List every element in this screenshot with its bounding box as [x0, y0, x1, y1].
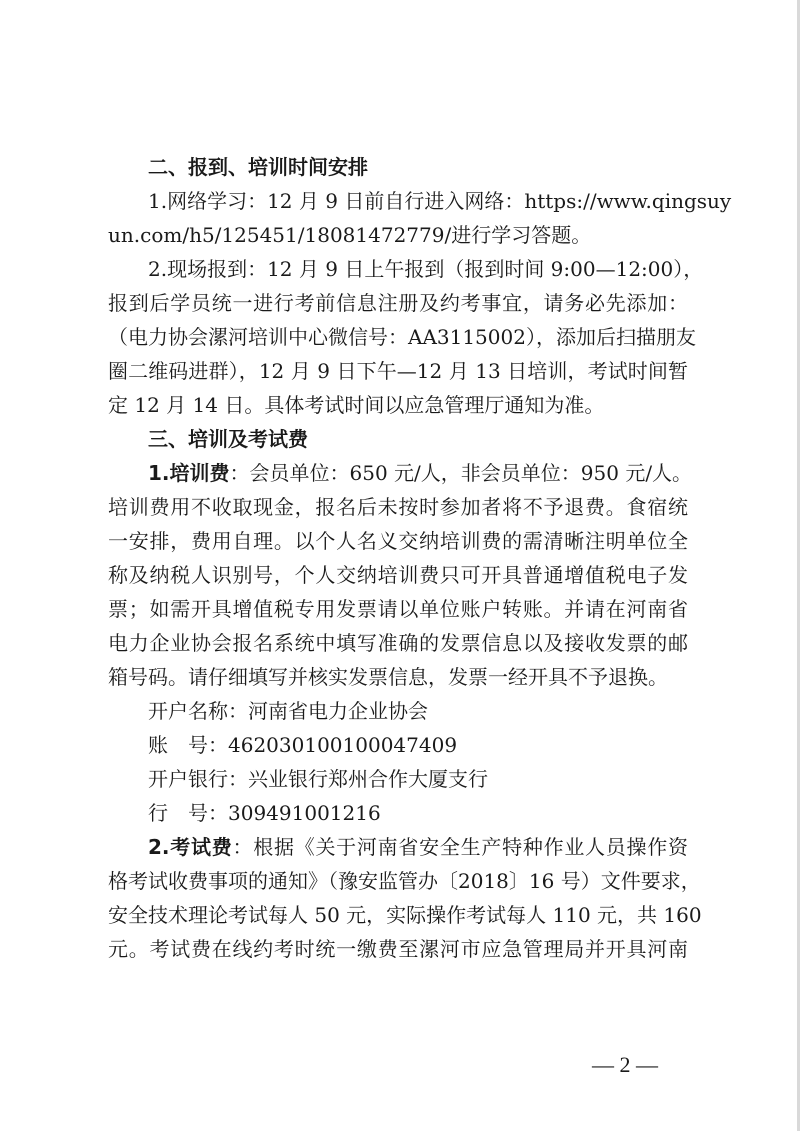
account-number: 账 号：462030100100047409 — [148, 733, 458, 757]
paragraph-exam-fee-line4: 元。考试费在线约考时统一缴费至漯河市应急管理局并开具河南 — [108, 937, 688, 961]
paragraph-training-fee-line1 — [108, 456, 693, 490]
section-heading-registration: 二、报到、培训时间安排 — [148, 155, 368, 179]
paragraph-exam-fee-line3: 安全技术理论考试每人 50 元，实际操作考试每人 110 元，共 160 — [108, 903, 702, 927]
section-heading-fees: 三、培训及考试费 — [148, 427, 308, 451]
training-fee-label: 1.培训费 — [148, 461, 230, 485]
paragraph-onsite-line3: （电力协会漯河培训中心微信号：AA3115002），添加后扫描朋友 — [108, 325, 696, 349]
paragraph-exam-fee-line2: 格考试收费事项的通知》（豫安监管办〔2018〕16 号）文件要求， — [108, 869, 701, 893]
paragraph-onsite-line5: 定 12 月 14 日。具体考试时间以应急管理厅通知为准。 — [108, 393, 605, 417]
paragraph-onsite-line4: 圈二维码进群），12 月 9 日下午—12 月 13 日培训，考试时间暂 — [108, 359, 688, 383]
paragraph-training-fee-line7: 箱号码。请仔细填写并核实发票信息，发票一经开具不予退换。 — [108, 665, 668, 689]
bank-code: 行 号：309491001216 — [148, 801, 381, 825]
paragraph-training-fee-line3: 一安排，费用自理。以个人名义交纳培训费的需清晰注明单位全 — [108, 529, 688, 553]
document-body — [108, 150, 732, 966]
paragraph-onsite-line2: 报到后学员统一进行考前信息注册及约考事宜，请务必先添加： — [108, 291, 688, 315]
training-fee-text: ：会员单位：650 元/人，非会员单位：950 元/人。 — [229, 461, 693, 485]
paragraph-exam-fee-line1 — [108, 830, 688, 864]
paragraph-training-fee-line2: 培训费用不收取现金，报名后未按时参加者将不予退费。食宿统 — [108, 495, 688, 519]
paragraph-onsite-line1: 2.现场报到：12 月 9 日上午报到（报到时间 9:00—12:00）， — [148, 257, 704, 281]
exam-fee-label: 2.考试费 — [148, 835, 233, 859]
account-name: 开户名称：河南省电力企业协会 — [148, 699, 428, 723]
paragraph-online-study-line2: un.com/h5/125451/18081472779/进行学习答题。 — [108, 223, 592, 247]
page-number: — 2 — — [592, 1052, 658, 1077]
paragraph-online-study-line1: 1.网络学习：12 月 9 日前自行进入网络：https://www.qingsuy — [148, 189, 732, 213]
paragraph-training-fee-line5: 票；如需开具增值税专用发票请以单位账户转账。并请在河南省 — [108, 597, 688, 621]
bank-name: 开户银行：兴业银行郑州合作大厦支行 — [148, 767, 488, 791]
paragraph-training-fee-line4: 称及纳税人识别号，个人交纳培训费只可开具普通增值税电子发 — [108, 563, 688, 587]
exam-fee-text: ：根据《关于河南省安全生产特种作业人员操作资 — [232, 835, 689, 859]
paragraph-training-fee-line6: 电力企业协会报名系统中填写准确的发票信息以及接收发票的邮 — [108, 631, 688, 655]
